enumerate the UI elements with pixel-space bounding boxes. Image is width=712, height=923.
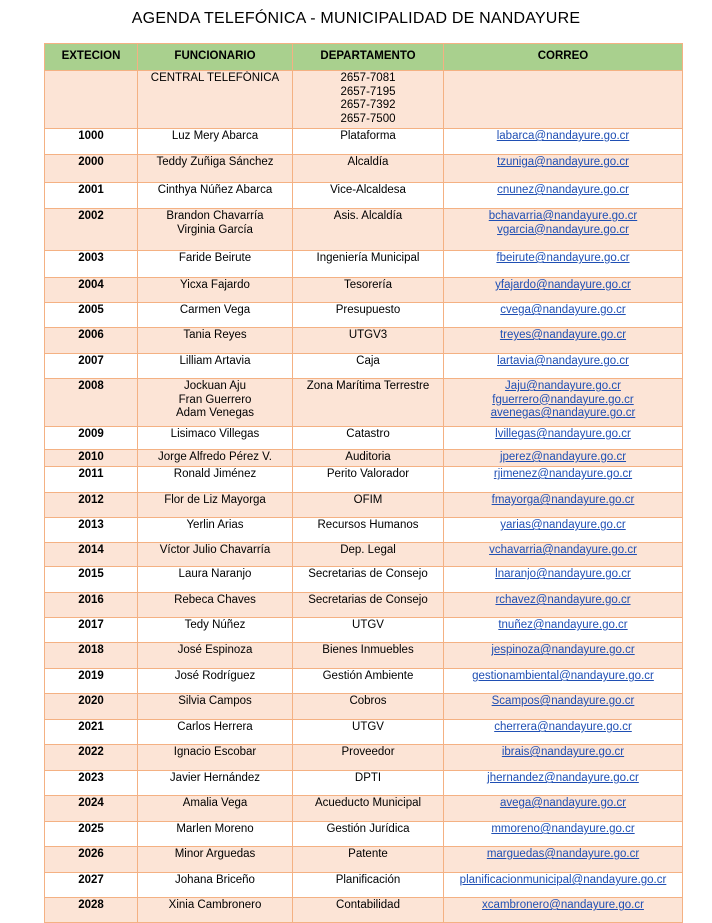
- extension-cell: 2022: [45, 745, 138, 771]
- department-cell: Perito Valorador: [293, 467, 444, 493]
- department-cell: Bienes Inmuebles: [293, 643, 444, 669]
- department-cell: Secretarias de Consejo: [293, 593, 444, 618]
- department-cell: Gestión Ambiente: [293, 669, 444, 694]
- central-phone: 2657-7195: [340, 85, 396, 98]
- extension-cell: 2023: [45, 771, 138, 796]
- official-name: Fran Guerrero: [178, 393, 252, 406]
- central-phone: 2657-7500: [340, 112, 396, 125]
- header-extension: EXTECION: [45, 44, 138, 71]
- extension-cell: 2026: [45, 847, 138, 873]
- official-name: Javier Hernández: [169, 772, 261, 784]
- email-cell: [444, 467, 683, 493]
- department-cell: Vice-Alcaldesa: [293, 183, 444, 209]
- official-cell: [138, 643, 293, 669]
- table-row: [45, 183, 683, 209]
- email-link[interactable]: labarca@nandayure.go.cr: [496, 130, 630, 142]
- email-cell: [444, 129, 683, 155]
- email-link[interactable]: fguerrero@nandayure.go.cr: [492, 393, 634, 406]
- table-row: [45, 278, 683, 303]
- email-cell: [444, 898, 683, 923]
- department-cell: Presupuesto: [293, 303, 444, 328]
- table-row: [45, 694, 683, 720]
- email-cell: [444, 183, 683, 209]
- email-cell: [444, 567, 683, 593]
- email-cell: [444, 278, 683, 303]
- official-cell: [138, 543, 293, 567]
- official-name: Laura Naranjo: [178, 568, 252, 580]
- email-link[interactable]: tzuniga@nandayure.go.cr: [497, 156, 629, 168]
- department-cell: DPTI: [293, 771, 444, 796]
- table-row: [45, 379, 683, 427]
- official-name: Johana Briceño: [175, 874, 255, 886]
- email-cell: [444, 694, 683, 720]
- extension-cell: 2009: [45, 427, 138, 450]
- email-link[interactable]: cherrera@nandayure.go.cr: [494, 721, 632, 733]
- extension-cell: 2006: [45, 328, 138, 354]
- table-row: [45, 669, 683, 694]
- official-cell: [138, 796, 293, 822]
- department-cell: Acueducto Municipal: [293, 796, 444, 822]
- email-link[interactable]: avega@nandayure.go.cr: [499, 797, 627, 809]
- extension-cell: 2008: [45, 379, 138, 427]
- extension-cell: 2021: [45, 720, 138, 745]
- table-row: [45, 467, 683, 493]
- official-cell: [138, 720, 293, 745]
- header-email: CORREO: [444, 44, 683, 71]
- extension-cell: 2003: [45, 251, 138, 278]
- extension-cell: 2011: [45, 467, 138, 493]
- department-cell: Alcaldía: [293, 155, 444, 183]
- official-name: Teddy Zuñiga Sánchez: [156, 156, 274, 168]
- official-cell: [138, 379, 293, 427]
- department-cell: Proveedor: [293, 745, 444, 771]
- central-phone: 2657-7392: [340, 99, 396, 111]
- table-row: [45, 209, 683, 251]
- email-link[interactable]: jhernandez@nandayure.go.cr: [487, 772, 639, 784]
- official-name: Brandon Chavarría: [166, 210, 264, 222]
- official-cell: [138, 694, 293, 720]
- email-link[interactable]: ibrais@nandayure.go.cr: [501, 746, 625, 758]
- official-cell: [138, 745, 293, 771]
- department-cell: Zona Marítima Terrestre: [293, 379, 444, 427]
- email-link[interactable]: bchavarria@nandayure.go.cr: [488, 210, 638, 222]
- email-link[interactable]: jespinoza@nandayure.go.cr: [491, 644, 635, 656]
- official-name: Virginia García: [177, 223, 253, 236]
- official-name: José Espinoza: [177, 644, 253, 656]
- email-cell: [444, 593, 683, 618]
- email-cell: [444, 251, 683, 278]
- email-link[interactable]: mmoreno@nandayure.go.cr: [491, 823, 635, 835]
- extension-cell: 2025: [45, 822, 138, 847]
- extension-cell: 2017: [45, 618, 138, 643]
- central-ext-cell: [45, 71, 138, 129]
- email-link[interactable]: gestionambiental@nandayure.go.cr: [472, 670, 654, 682]
- official-name: Faride Beirute: [178, 252, 252, 264]
- table-row: [45, 518, 683, 543]
- table-row: [45, 593, 683, 618]
- table-row: [45, 745, 683, 771]
- email-cell: [444, 847, 683, 873]
- email-link[interactable]: planificacionmunicipal@nandayure.go.cr: [459, 874, 667, 886]
- email-link[interactable]: fmayorga@nandayure.go.cr: [491, 494, 635, 506]
- email-link[interactable]: rchavez@nandayure.go.cr: [495, 594, 631, 606]
- department-cell: Plataforma: [293, 129, 444, 155]
- table-row: [45, 493, 683, 518]
- extension-cell: 2016: [45, 593, 138, 618]
- extension-cell: 1000: [45, 129, 138, 155]
- department-cell: Asis. Alcaldía: [293, 209, 444, 251]
- extension-cell: 2001: [45, 183, 138, 209]
- table-row: [45, 251, 683, 278]
- table-row: [45, 427, 683, 450]
- email-cell: [444, 796, 683, 822]
- official-name: Xinia Cambronero: [168, 899, 262, 911]
- department-cell: Secretarias de Consejo: [293, 567, 444, 593]
- email-cell: [444, 643, 683, 669]
- department-cell: Cobros: [293, 694, 444, 720]
- table-row: [45, 303, 683, 328]
- official-name: Rebeca Chaves: [174, 594, 256, 606]
- email-link[interactable]: Scampos@nandayure.go.cr: [491, 695, 635, 707]
- official-cell: [138, 518, 293, 543]
- email-cell: [444, 618, 683, 643]
- official-cell: [138, 427, 293, 450]
- email-cell: [444, 209, 683, 251]
- department-cell: Catastro: [293, 427, 444, 450]
- email-link[interactable]: lartavia@nandayure.go.cr: [497, 355, 629, 367]
- email-link[interactable]: lnaranjo@nandayure.go.cr: [495, 568, 631, 580]
- table-row: [45, 567, 683, 593]
- department-cell: UTGV3: [293, 328, 444, 354]
- email-link[interactable]: yfajardo@nandayure.go.cr: [495, 279, 631, 291]
- official-name: Cinthya Núñez Abarca: [157, 184, 273, 196]
- official-name: Carmen Vega: [179, 304, 251, 316]
- table-row: [45, 771, 683, 796]
- table-row: [45, 796, 683, 822]
- email-cell: [444, 543, 683, 567]
- table-row: [45, 328, 683, 354]
- email-cell: [444, 354, 683, 379]
- email-cell: [444, 328, 683, 354]
- official-name: Tania Reyes: [183, 329, 247, 341]
- official-name: Adam Venegas: [175, 407, 254, 419]
- extension-cell: 2027: [45, 873, 138, 898]
- extension-cell: 2019: [45, 669, 138, 694]
- table-row: [45, 847, 683, 873]
- email-cell: [444, 669, 683, 694]
- official-name: Amalia Vega: [182, 797, 248, 809]
- official-cell: [138, 303, 293, 328]
- email-link[interactable]: vchavarria@nandayure.go.cr: [489, 544, 637, 556]
- extension-cell: 2005: [45, 303, 138, 328]
- official-cell: [138, 567, 293, 593]
- email-link[interactable]: yarias@nandayure.go.cr: [500, 519, 626, 531]
- page-title: AGENDA TELEFÓNICA - MUNICIPALIDAD DE NANDAYURE: [131, 10, 581, 27]
- email-cell: [444, 303, 683, 328]
- extension-cell: 2000: [45, 155, 138, 183]
- extension-cell: 2024: [45, 796, 138, 822]
- table-row: [45, 543, 683, 567]
- email-link[interactable]: cnunez@nandayure.go.cr: [497, 184, 629, 196]
- email-link[interactable]: fbeirute@nandayure.go.cr: [496, 252, 630, 264]
- email-link[interactable]: treyes@nandayure.go.cr: [499, 329, 627, 341]
- official-name: José Rodríguez: [174, 670, 256, 682]
- extension-cell: 2002: [45, 209, 138, 251]
- official-cell: [138, 467, 293, 493]
- official-name: Yicxa Fajardo: [180, 279, 250, 291]
- official-cell: [138, 129, 293, 155]
- official-cell: [138, 771, 293, 796]
- extension-cell: 2018: [45, 643, 138, 669]
- email-link[interactable]: marguedas@nandayure.go.cr: [486, 848, 640, 860]
- department-cell: Tesorería: [293, 278, 444, 303]
- department-cell: Caja: [293, 354, 444, 379]
- email-link[interactable]: lvillegas@nandayure.go.cr: [495, 428, 631, 440]
- department-cell: Auditoria: [293, 450, 444, 467]
- department-cell: Ingeniería Municipal: [293, 251, 444, 278]
- extension-cell: 2010: [45, 450, 138, 467]
- email-cell: [444, 427, 683, 450]
- extension-cell: 2013: [45, 518, 138, 543]
- official-cell: [138, 251, 293, 278]
- table-row: [45, 720, 683, 745]
- email-cell: [444, 493, 683, 518]
- official-cell: [138, 669, 293, 694]
- email-link[interactable]: rjimenez@nandayure.go.cr: [493, 468, 633, 480]
- official-cell: [138, 493, 293, 518]
- department-cell: Contabilidad: [293, 898, 444, 923]
- email-cell: [444, 771, 683, 796]
- official-name: Jorge Alfredo Pérez V.: [157, 451, 272, 463]
- official-name: Lisimaco Villegas: [170, 428, 260, 440]
- department-cell: Gestión Jurídica: [293, 822, 444, 847]
- email-link[interactable]: Jaju@nandayure.go.cr: [505, 380, 621, 392]
- table-row: [45, 155, 683, 183]
- email-link[interactable]: jperez@nandayure.go.cr: [499, 451, 627, 463]
- table-row: [45, 898, 683, 923]
- official-cell: [138, 450, 293, 467]
- email-cell: [444, 720, 683, 745]
- official-cell: [138, 618, 293, 643]
- official-cell: [138, 209, 293, 251]
- official-cell: [138, 155, 293, 183]
- official-cell: [138, 593, 293, 618]
- official-name: Tedy Núñez: [184, 619, 246, 631]
- table-row: [45, 822, 683, 847]
- official-name: Jockuan Aju: [183, 380, 246, 392]
- department-cell: Dep. Legal: [293, 543, 444, 567]
- email-link[interactable]: avenegas@nandayure.go.cr: [490, 407, 636, 419]
- table-row: [45, 643, 683, 669]
- department-cell: UTGV: [293, 618, 444, 643]
- extension-cell: 2007: [45, 354, 138, 379]
- extension-cell: 2015: [45, 567, 138, 593]
- official-name: Marlen Moreno: [176, 823, 254, 835]
- header-department: DEPARTAMENTO: [293, 44, 444, 71]
- official-cell: [138, 328, 293, 354]
- official-name: Silvia Campos: [178, 695, 252, 707]
- central-phones: [293, 71, 444, 129]
- email-cell: [444, 822, 683, 847]
- department-cell: UTGV: [293, 720, 444, 745]
- official-name: Ignacio Escobar: [173, 746, 257, 758]
- phone-directory-table: [44, 43, 683, 923]
- extension-cell: 2012: [45, 493, 138, 518]
- extension-cell: 2020: [45, 694, 138, 720]
- central-label: CENTRAL TELEFÓNICA: [138, 71, 293, 129]
- email-cell: [444, 450, 683, 467]
- email-link[interactable]: cvega@nandayure.go.cr: [500, 304, 626, 316]
- official-name: Ronald Jiménez: [173, 468, 257, 480]
- official-cell: [138, 354, 293, 379]
- email-cell: [444, 379, 683, 427]
- official-cell: [138, 898, 293, 923]
- email-cell: [444, 155, 683, 183]
- email-cell: [444, 745, 683, 771]
- official-name: Lilliam Artavia: [179, 355, 251, 367]
- email-link[interactable]: xcambronero@nandayure.go.cr: [482, 899, 644, 911]
- table-row: [45, 354, 683, 379]
- header-row: [45, 44, 683, 71]
- table-row: [45, 618, 683, 643]
- official-name: Carlos Herrera: [177, 721, 253, 733]
- email-link[interactable]: vgarcia@nandayure.go.cr: [497, 223, 629, 236]
- department-cell: Patente: [293, 847, 444, 873]
- official-name: Flor de Liz Mayorga: [164, 494, 266, 506]
- department-cell: OFIM: [293, 493, 444, 518]
- extension-cell: 2004: [45, 278, 138, 303]
- email-cell: [444, 518, 683, 543]
- official-name: Luz Mery Abarca: [171, 130, 259, 142]
- official-name: Yerlin Arias: [186, 519, 244, 531]
- extension-cell: 2028: [45, 898, 138, 923]
- central-email-cell: [444, 71, 683, 129]
- department-cell: Recursos Humanos: [293, 518, 444, 543]
- official-name: Minor Arguedas: [174, 848, 256, 860]
- official-name: Víctor Julio Chavarría: [159, 544, 271, 556]
- table-row: [45, 129, 683, 155]
- official-cell: [138, 847, 293, 873]
- central-row: [45, 71, 683, 129]
- department-cell: Planificación: [293, 873, 444, 898]
- official-cell: [138, 183, 293, 209]
- email-link[interactable]: tnuñez@nandayure.go.cr: [498, 619, 628, 631]
- extension-cell: 2014: [45, 543, 138, 567]
- central-phone: 2657-7081: [340, 72, 396, 84]
- table-row: [45, 450, 683, 467]
- official-cell: [138, 278, 293, 303]
- header-official: FUNCIONARIO: [138, 44, 293, 71]
- official-cell: [138, 822, 293, 847]
